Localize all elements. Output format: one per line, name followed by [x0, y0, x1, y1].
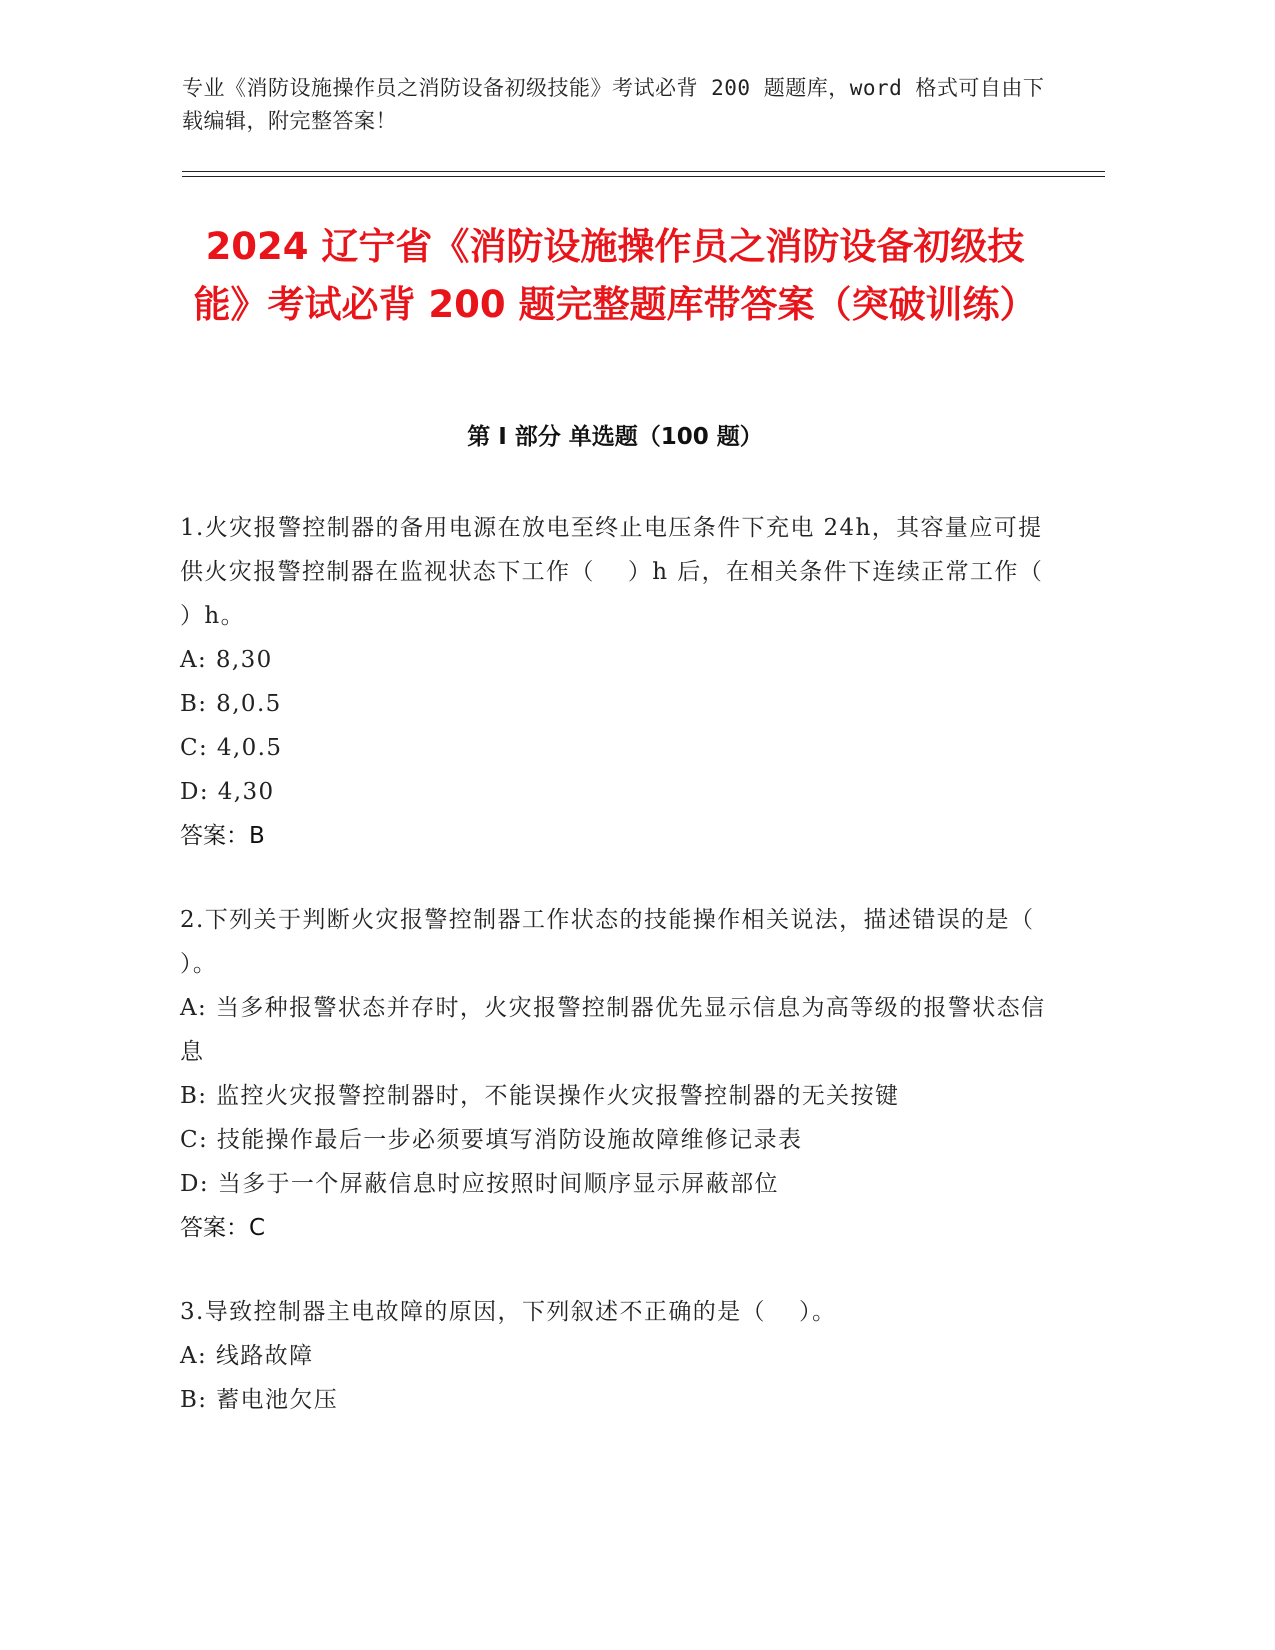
header-divider-line — [182, 171, 1105, 172]
question-item — [180, 506, 1077, 858]
option-d: D: 当多于一个屏蔽信息时应按照时间顺序显示屏蔽部位 — [180, 1171, 779, 1197]
answer-line: 答案：B — [180, 823, 265, 849]
option-c: C: 技能操作最后一步必须要填写消防设施故障维修记录表 — [180, 1127, 803, 1153]
question-item — [180, 1290, 1050, 1422]
section-heading: 第 I 部分 单选题（100 题） — [467, 424, 763, 450]
option-d: D: 4,30 — [180, 779, 275, 805]
question-stem: 3.导致控制器主电故障的原因，下列叙述不正确的是（ ）。 — [180, 1299, 837, 1325]
option-c: C: 4,0.5 — [180, 735, 283, 761]
answer-line: 答案：C — [180, 1215, 266, 1241]
question-stem: 1.火灾报警控制器的备用电源在放电至终止电压条件下充电 24h，其容量应可提供火灾报警控制器在监视状态下工作（ ）h 后，在相关条件下连续正常工作（ ）h。 — [180, 515, 1077, 629]
question-stem: 2.下列关于判断火灾报警控制器工作状态的技能操作相关说法，描述错误的是（ ）。 — [180, 907, 1068, 977]
document-title: 2024 辽宁省《消防设施操作员之消防设备初级技能》考试必背 200 题完整题库带答案（突破训练） — [193, 225, 1037, 326]
option-b: B: 蓄电池欠压 — [180, 1387, 339, 1413]
intro-text: 专业《消防设施操作员之消防设备初级技能》考试必背 200 题题库，word 格式可自由下载编辑，附完整答案！ — [182, 76, 1045, 133]
option-a: A: 线路故障 — [180, 1343, 314, 1369]
option-b: B: 监控火灾报警控制器时，不能误操作火灾报警控制器的无关按键 — [180, 1083, 900, 1109]
option-b: B: 8,0.5 — [180, 691, 282, 717]
option-a: A: 8,30 — [180, 647, 273, 673]
option-a: A: 当多种报警状态并存时，火灾报警控制器优先显示信息为高等级的报警状态信息 — [180, 995, 1046, 1065]
question-list — [180, 506, 1077, 1462]
question-item — [180, 898, 1068, 1250]
header-divider-line — [182, 176, 1105, 177]
